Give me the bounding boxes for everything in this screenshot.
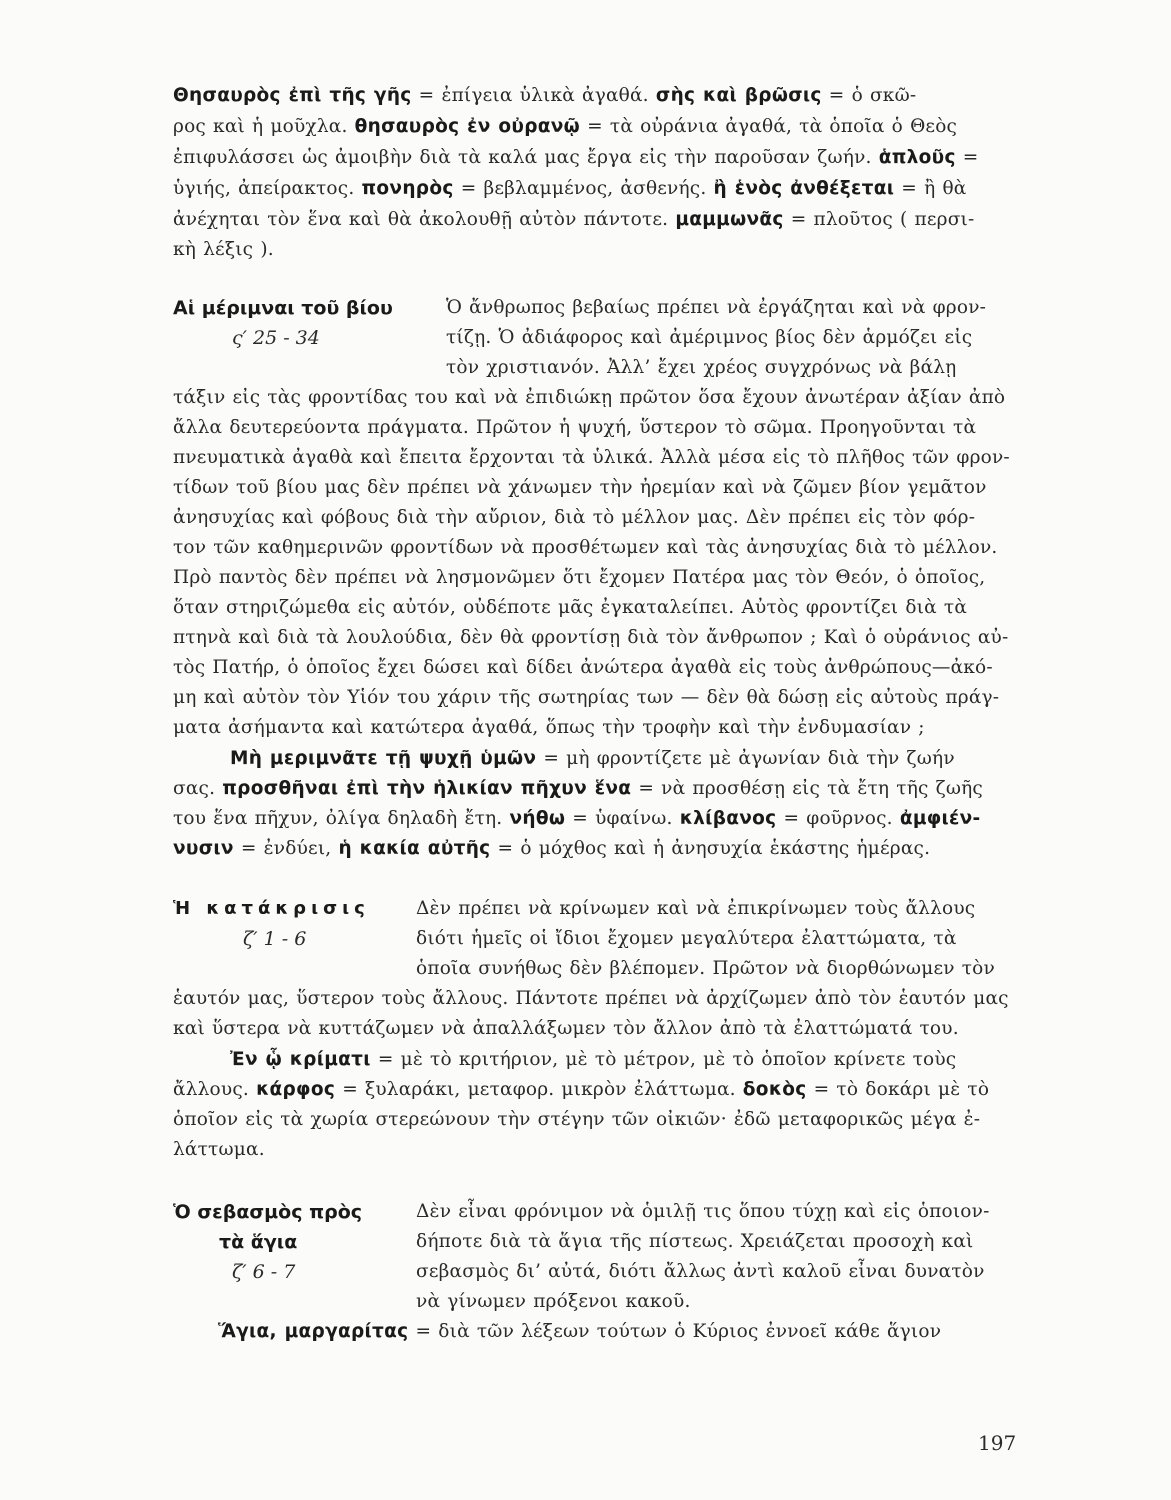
- glossary-line: του ἕνα πῆχυν, ὀλίγα δηλαδὴ ἔτη. νήθω = ὑφαίνω. κλίβανος = φοῦρνος. ἀμφιέν-: [173, 808, 981, 829]
- glossary-line: Θησαυρὸς ἐπὶ τῆς γῆς = ἐπίγεια ὑλικὰ ἀγαθά. σὴς καὶ βρῶσις = ὁ σκῶ-: [173, 85, 917, 106]
- paragraph-line: νὰ γίνωμεν πρόξενοι κακοῦ.: [416, 1291, 691, 1312]
- glossary-line: Ἅγια, μαργαρίτας = διὰ τῶν λέξεων τούτων ὁ Κύριος ἐννοεῖ κάθε ἅγιον: [218, 1321, 942, 1342]
- glossary-line: ὁποῖον εἰς τὰ χωρία στερεώνουν τὴν στέγην τῶν οἰκιῶν· ἐδῶ μεταφορικῶς μέγα ἐ-: [173, 1109, 981, 1130]
- glossary-term: Μὴ μεριμνᾶτε τῇ ψυχῇ ὑμῶν: [230, 748, 537, 769]
- paragraph-line: καὶ ὕστερα νὰ κυττάζωμεν νὰ ἀπαλλάξωμεν τὸν ἄλλον ἀπὸ τὰ ἐλαττώματά του.: [173, 1018, 959, 1039]
- glossary-term: Θησαυρὸς ἐπὶ τῆς γῆς: [173, 85, 412, 106]
- glossary-term: Ἐν ᾧ κρίματι: [230, 1049, 371, 1070]
- glossary-term: ἀμφιέν-: [899, 808, 981, 829]
- glossary-term: πονηρὸς: [361, 178, 454, 199]
- glossary-term: θησαυρὸς ἐν οὐρανῷ: [354, 116, 581, 137]
- paragraph-line: ἑαυτόν μας, ὕστερον τοὺς ἄλλους. Πάντοτε πρέπει νὰ ἀρχίζωμεν ἀπὸ τὸν ἑαυτόν μας: [173, 988, 1009, 1009]
- paragraph-line: πνευματικὰ ἀγαθὰ καὶ ἔπειτα ἔρχονται τὰ ὑλικά. Ἀλλὰ μέσα εἰς τὸ πλῆθος τῶν φρον-: [173, 447, 1010, 468]
- paragraph-line: ὅταν στηριζώμεθα εἰς αὐτόν, οὐδέποτε μᾶς ἐγκαταλείπει. Αὐτὸς φροντίζει διὰ τὰ: [173, 597, 968, 618]
- paragraph-line: Πρὸ παντὸς δὲν πρέπει νὰ λησμονῶμεν ὅτι ἔχομεν Πατέρα μας τὸν Θεόν, ὁ ὁποῖος,: [173, 567, 986, 588]
- paragraph-line: τίζῃ. Ὁ ἀδιάφορος καὶ ἀμέριμνος βίος δὲν ἁρμόζει εἰς: [446, 327, 973, 348]
- paragraph-line: τὸν χριστιανόν. Ἀλλ’ ἔχει χρέος συγχρόνως νὰ βάλῃ: [446, 357, 957, 378]
- paragraph-line: ἀνησυχίας καὶ φόβους διὰ τὴν αὔριον, διὰ τὸ μέλλον μας. Δὲν πρέπει εἰς τὸν φόρ-: [173, 507, 976, 528]
- glossary-line: ἐπιφυλάσσει ὡς ἀμοιβὴν διὰ τὰ καλά μας ἔργα εἰς τὴν παροῦσαν ζωήν. ἁπλοῦς =: [173, 147, 979, 168]
- paragraph-line: διότι ἡμεῖς οἱ ἴδιοι ἔχομεν μεγαλύτερα ἐλαττώματα, τὰ: [416, 928, 957, 949]
- glossary-line: ἄλλους. κάρφος = ξυλαράκι, μεταφορ. μικρὸν ἐλάττωμα. δοκὸς = τὸ δοκάρι μὲ τὸ: [173, 1079, 990, 1100]
- glossary-term: κλίβανος: [679, 808, 777, 829]
- glossary-line: ὑγιής, ἀπείρακτος. πονηρὸς = βεβλαμμένος, ἀσθενής. ἢ ἑνὸς ἀνθέξεται = ἢ θὰ: [173, 178, 967, 199]
- glossary-line: ρος καὶ ἡ μοῦχλα. θησαυρὸς ἐν οὐρανῷ = τὰ οὐράνια ἀγαθά, τὰ ὁποῖα ὁ Θεὸς: [173, 116, 958, 137]
- section-heading: Ἡ κατάκρισις: [173, 898, 370, 919]
- section-heading: Αἱ μέριμναι τοῦ βίου: [173, 297, 393, 319]
- glossary-term: κάρφος: [256, 1079, 336, 1100]
- glossary-line: νυσιν = ἐνδύει, ἡ κακία αὐτῆς = ὁ μόχθος καὶ ἡ ἀνησυχία ἑκάστης ἡμέρας.: [173, 838, 931, 859]
- paragraph-line: μη καὶ αὐτὸν τὸν Υἱόν του χάριν τῆς σωτηρίας των — δὲν θὰ δώσῃ εἰς αὐτοὺς πράγ-: [173, 687, 1000, 708]
- glossary-line: Μὴ μεριμνᾶτε τῇ ψυχῇ ὑμῶν = μὴ φροντίζετε μὲ ἀγωνίαν διὰ τὴν ζωήν: [230, 748, 955, 769]
- glossary-term: ἢ ἑνὸς ἀνθέξεται: [713, 178, 895, 199]
- paragraph-line: Ὁ ἄνθρωπος βεβαίως πρέπει νὰ ἐργάζηται καὶ νὰ φρον-: [446, 297, 987, 318]
- glossary-term: νυσιν: [173, 838, 234, 859]
- paragraph-line: ὁποῖα συνήθως δὲν βλέπομεν. Πρῶτον νὰ διορθώνωμεν τὸν: [416, 958, 995, 979]
- page-number: 197: [978, 1431, 1017, 1455]
- paragraph-line: Δὲν πρέπει νὰ κρίνωμεν καὶ νὰ ἐπικρίνωμεν τοὺς ἄλλους: [416, 898, 976, 919]
- glossary-line: λάττωμα.: [173, 1139, 265, 1160]
- glossary-term: νήθω: [509, 808, 566, 829]
- glossary-term: Ἅγια, μαργαρίτας: [218, 1321, 409, 1342]
- paragraph-line: ἄλλα δευτερεύοντα πράγματα. Πρῶτον ἡ ψυχή, ὕστερον τὸ σῶμα. Προηγοῦνται τὰ: [173, 417, 977, 438]
- glossary-term: δοκὸς: [742, 1079, 807, 1100]
- paragraph-line: δήποτε διὰ τὰ ἅγια τῆς πίστεως. Χρειάζεται προσοχὴ καὶ: [416, 1231, 974, 1252]
- section-verse-range: ζ′ 1 - 6: [243, 928, 307, 950]
- glossary-line: κὴ λέξις ).: [173, 239, 274, 260]
- glossary-line: ἀνέχηται τὸν ἕνα καὶ θὰ ἀκολουθῇ αὐτὸν πάντοτε. μαμμωνᾶς = πλοῦτος ( περσι-: [173, 209, 975, 230]
- glossary-term: σὴς καὶ βρῶσις: [655, 85, 822, 106]
- paragraph-line: τὸς Πατήρ, ὁ ὁποῖος ἔχει δώσει καὶ δίδει ἀνώτερα ἀγαθὰ εἰς τοὺς ἀνθρώπους—ἀκό-: [173, 657, 993, 678]
- section-heading: τὰ ἅγια: [219, 1231, 298, 1253]
- glossary-term: μαμμωνᾶς: [675, 209, 784, 230]
- glossary-term: ἡ κακία αὐτῆς: [338, 838, 491, 859]
- paragraph-line: τον τῶν καθημερινῶν φροντίδων νὰ προσθέτωμεν καὶ τὰς ἀνησυχίας διὰ τὸ μέλλον.: [173, 537, 998, 558]
- glossary-term: προσθῆναι ἐπὶ τὴν ἡλικίαν πῆχυν ἕνα: [222, 778, 632, 799]
- section-verse-range: ζ′ 6 - 7: [232, 1261, 296, 1283]
- paragraph-line: Δὲν εἶναι φρόνιμον νὰ ὁμιλῇ τις ὅπου τύχῃ καὶ εἰς ὁποιον-: [416, 1201, 990, 1222]
- paragraph-line: ματα ἀσήμαντα καὶ κατώτερα ἀγαθά, ὅπως τὴν τροφὴν καὶ τὴν ἐνδυμασίαν ;: [173, 717, 925, 738]
- paragraph-line: σεβασμὸς δι’ αὐτά, διότι ἄλλως ἀντὶ καλοῦ εἶναι δυνατὸν: [416, 1261, 985, 1282]
- section-heading: Ὁ σεβασμὸς πρὸς: [173, 1201, 363, 1223]
- glossary-line: σας. προσθῆναι ἐπὶ τὴν ἡλικίαν πῆχυν ἕνα = νὰ προσθέσῃ εἰς τὰ ἔτη τῆς ζωῆς: [173, 778, 983, 799]
- paragraph-line: τίδων τοῦ βίου μας δὲν πρέπει νὰ χάνωμεν τὴν ἠρεμίαν καὶ νὰ ζῶμεν βίον γεμᾶτον: [173, 477, 987, 498]
- glossary-term: ἁπλοῦς: [878, 147, 956, 168]
- glossary-line: Ἐν ᾧ κρίματι = μὲ τὸ κριτήριον, μὲ τὸ μέτρον, μὲ τὸ ὁποῖον κρίνετε τοὺς: [230, 1049, 957, 1070]
- section-verse-range: ς′ 25 - 34: [232, 327, 320, 349]
- paragraph-line: τάξιν εἰς τὰς φροντίδας του καὶ νὰ ἐπιδιώκῃ πρῶτον ὅσα ἔχουν ἀνωτέραν ἀξίαν ἀπὸ: [173, 387, 1006, 408]
- paragraph-line: πτηνὰ καὶ διὰ τὰ λουλούδια, δὲν θὰ φροντίσῃ διὰ τὸν ἄνθρωπον ; Καὶ ὁ οὐράνιος αὐ-: [173, 627, 1009, 648]
